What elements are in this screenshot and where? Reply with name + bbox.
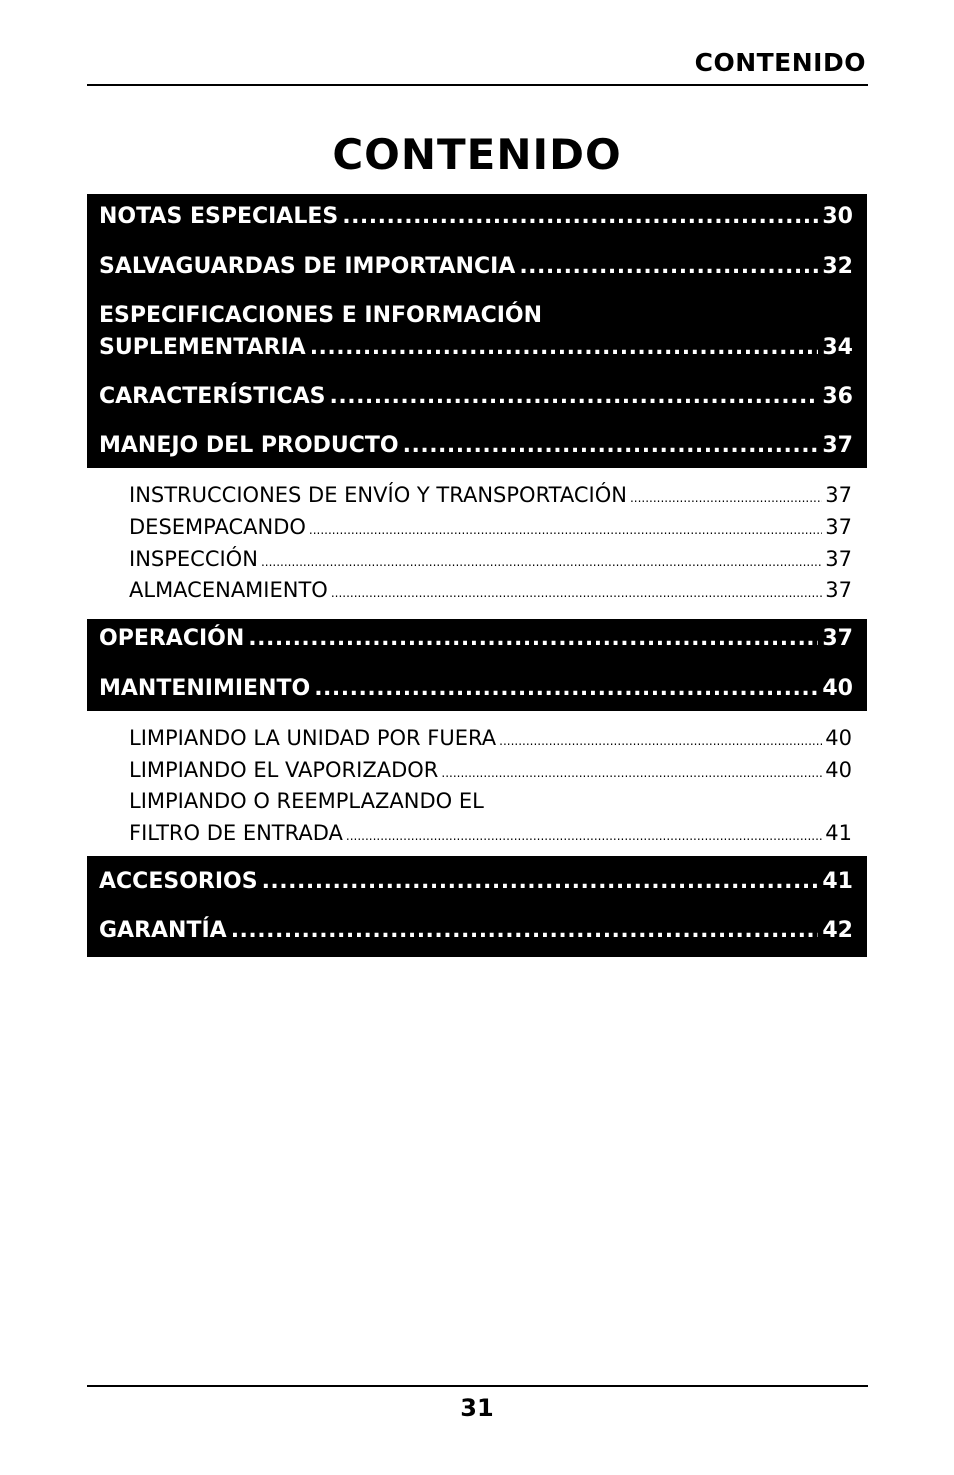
toc-subentry[interactable] bbox=[129, 481, 852, 509]
page-title: CONTENIDO bbox=[332, 130, 622, 179]
toc-entry-label: MANTENIMIENTO bbox=[99, 676, 311, 701]
toc-entry-page: 36 bbox=[822, 384, 853, 409]
toc-entry-label: OPERACIÓN bbox=[99, 626, 245, 651]
toc-subentry-page: 41 bbox=[825, 821, 852, 845]
toc-entry-label: SUPLEMENTARIA bbox=[99, 335, 306, 360]
toc-subentry[interactable] bbox=[129, 545, 852, 573]
running-header: CONTENIDO bbox=[694, 48, 866, 77]
leader-dots bbox=[499, 727, 822, 755]
leader-dots bbox=[330, 382, 819, 412]
leader-dots bbox=[441, 759, 822, 787]
toc-subentry-page: 40 bbox=[825, 758, 852, 782]
toc-entry-page: 32 bbox=[822, 254, 853, 279]
leader-dots bbox=[309, 516, 822, 544]
toc-entry-page: 40 bbox=[822, 676, 853, 701]
toc-entry-notas[interactable] bbox=[99, 202, 853, 232]
toc-entry-especificaciones-line1[interactable]: ESPECIFICACIONES E INFORMACIÓN bbox=[99, 303, 543, 328]
toc-subentry-label: ALMACENAMIENTO bbox=[129, 578, 328, 602]
toc-subentry-page: 37 bbox=[825, 547, 852, 571]
toc-subentry-label: LIMPIANDO LA UNIDAD POR FUERA bbox=[129, 726, 497, 750]
leader-dots bbox=[519, 252, 818, 282]
header-rule bbox=[87, 84, 868, 86]
toc-entry-label: SALVAGUARDAS DE IMPORTANCIA bbox=[99, 254, 516, 279]
toc-entry-page: 42 bbox=[822, 918, 853, 943]
toc-subentry-line1[interactable]: LIMPIANDO O REEMPLAZANDO EL bbox=[129, 789, 484, 813]
toc-subentry[interactable] bbox=[129, 756, 852, 784]
toc-entry-salvaguardas[interactable] bbox=[99, 252, 853, 282]
toc-subentry-label: LIMPIANDO EL VAPORIZADOR bbox=[129, 758, 439, 782]
leader-dots bbox=[314, 674, 818, 704]
toc-entry-label: GARANTÍA bbox=[99, 918, 227, 943]
toc-subentry[interactable] bbox=[129, 513, 852, 541]
toc-entry-page: 41 bbox=[822, 869, 853, 894]
toc-entry-page: 30 bbox=[822, 204, 853, 229]
toc-entry-especificaciones[interactable] bbox=[99, 333, 853, 363]
toc-subentry-page: 40 bbox=[825, 726, 852, 750]
leader-dots bbox=[403, 431, 819, 461]
toc-entry-label: CARACTERÍSTICAS bbox=[99, 384, 326, 409]
page-number: 31 bbox=[460, 1394, 494, 1422]
toc-block-1 bbox=[87, 194, 867, 468]
toc-entry-manejo[interactable] bbox=[99, 431, 853, 461]
leader-dots bbox=[630, 484, 822, 512]
toc-entry-page: 37 bbox=[822, 626, 853, 651]
toc-entry-garantia[interactable] bbox=[99, 916, 853, 946]
leader-dots bbox=[346, 822, 822, 850]
toc-subentry[interactable] bbox=[129, 819, 852, 847]
toc-entry-mantenimiento[interactable] bbox=[99, 674, 853, 704]
toc-entry-page: 37 bbox=[822, 433, 853, 458]
leader-dots bbox=[310, 333, 819, 363]
leader-dots bbox=[248, 624, 818, 654]
toc-entry-operacion[interactable] bbox=[99, 624, 853, 654]
toc-entry-label: NOTAS ESPECIALES bbox=[99, 204, 339, 229]
leader-dots bbox=[231, 916, 819, 946]
leader-dots bbox=[342, 202, 818, 232]
toc-subentry[interactable] bbox=[129, 576, 852, 604]
toc-subentry-page: 37 bbox=[825, 578, 852, 602]
toc-subentry-page: 37 bbox=[825, 515, 852, 539]
leader-dots bbox=[262, 867, 819, 897]
toc-subentry-label: DESEMPACANDO bbox=[129, 515, 306, 539]
toc-entry-accesorios[interactable] bbox=[99, 867, 853, 897]
leader-dots bbox=[261, 548, 822, 576]
toc-subentry-label: FILTRO DE ENTRADA bbox=[129, 821, 343, 845]
toc-subentry-page: 37 bbox=[825, 483, 852, 507]
toc-entry-caracteristicas[interactable] bbox=[99, 382, 853, 412]
toc-subentry-label: INSPECCIÓN bbox=[129, 547, 258, 571]
toc-block-3 bbox=[87, 856, 867, 957]
footer-rule bbox=[87, 1385, 868, 1387]
toc-entry-label: MANEJO DEL PRODUCTO bbox=[99, 433, 399, 458]
toc-subentry[interactable] bbox=[129, 724, 852, 752]
leader-dots bbox=[331, 579, 822, 607]
toc-subentry-label: INSTRUCCIONES DE ENVÍO Y TRANSPORTACIÓN bbox=[129, 483, 627, 507]
toc-entry-page: 34 bbox=[822, 335, 853, 360]
toc-entry-label: ACCESORIOS bbox=[99, 869, 258, 894]
toc-block-2 bbox=[87, 619, 867, 711]
